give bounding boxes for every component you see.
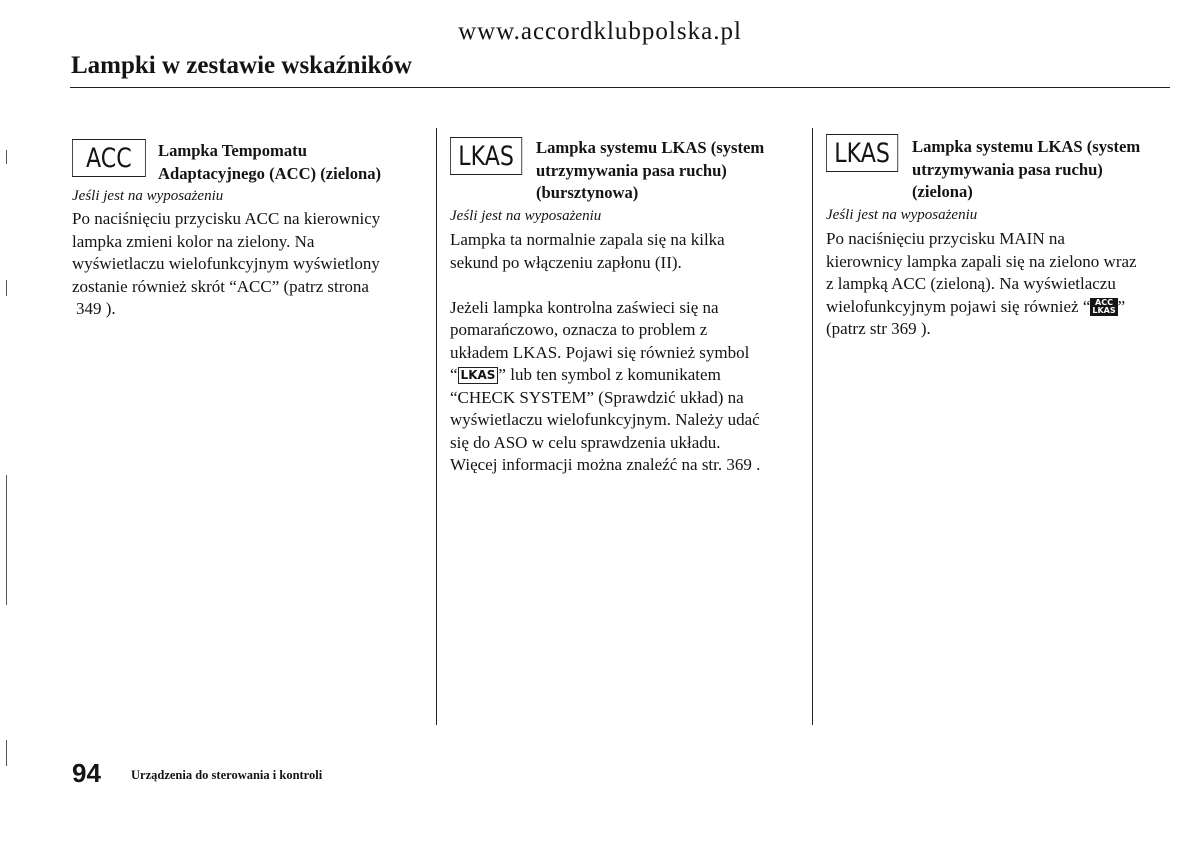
website-url: www.accordklubpolska.pl [458,18,742,45]
acc-indicator-icon: ACC [72,139,146,177]
lkas-green-equipment-note: Jeśli jest na wyposażeniu [826,207,978,223]
acc-equipment-note: Jeśli jest na wyposażeniu [72,188,224,204]
lkas-amber-equipment-note: Jeśli jest na wyposażeniu [450,208,602,224]
header-rule [70,87,1170,88]
page-title: Lampki w zestawie wskaźników [71,52,412,79]
lkas-amber-description: Lampka ta normalnie zapala się na kilka sekund po włączeniu zapłonu (II). Jeżeli lampka kontrolna zaświeci się na pomarańczowo, oznacza to problem z układem LKAS. Pojawi się również symbol “ LKAS ” lub ten symbol z komunikatem “CHECK SYSTEM” (Sprawdzić układ) na wyświetlaczu wielofunkcyjnym. Należy udać się do ASO w celu sprawdzenia układu. Więcej informacji można znaleźć na str. 369 . [450,229,805,477]
scan-edge-mark [6,150,7,164]
section-title: Urządzenia do sterowania i kontroli [131,768,323,782]
page-number: 94 [72,758,101,788]
acc-heading: Lampka Tempomatu Adaptacyjnego (ACC) (zielona) [158,141,382,183]
scan-edge-mark [6,280,7,296]
lkas-inline-icon: LKAS [458,367,499,384]
lkas-amber-indicator-icon: LKAS [450,137,522,175]
lkas-green-description: Po naciśnięciu przycisku MAIN na kierownicy lampka zapali się na zielono wraz z lampką ACC (zieloną). Na wyświetlaczu wielofunkcyjnym pojawi się również “ ACC LKAS ” (patrz str 369 ). [826,228,1186,341]
icon-line: wielofunkcyjnym pojawi się również “ ACC LKAS ” [826,296,1126,316]
acc-description: Po naciśnięciu przycisku ACC na kierownicy lampka zmieni kolor na zielony. Na wyświetlaczu wielofunkcyjnym wyświetlony zostanie również skrót “ACC” (patrz strona 349 ). [72,209,381,318]
symbol-line: “ LKAS ” lub ten symbol z komunikatem [450,365,721,384]
lkas-green-indicator-icon: LKAS [826,134,898,172]
column-divider-2 [812,128,813,725]
column-divider-1 [436,128,437,725]
scan-edge-mark [6,740,7,766]
lkas-green-heading: Lampka systemu LKAS (system utrzymywania pasa ruchu) (zielona) [912,137,1141,201]
lkas-amber-heading: Lampka systemu LKAS (system utrzymywania pasa ruchu) (bursztynowa) [536,138,765,202]
scan-edge-mark [6,475,7,605]
acc-lkas-combined-icon: ACC LKAS [1092,297,1116,315]
